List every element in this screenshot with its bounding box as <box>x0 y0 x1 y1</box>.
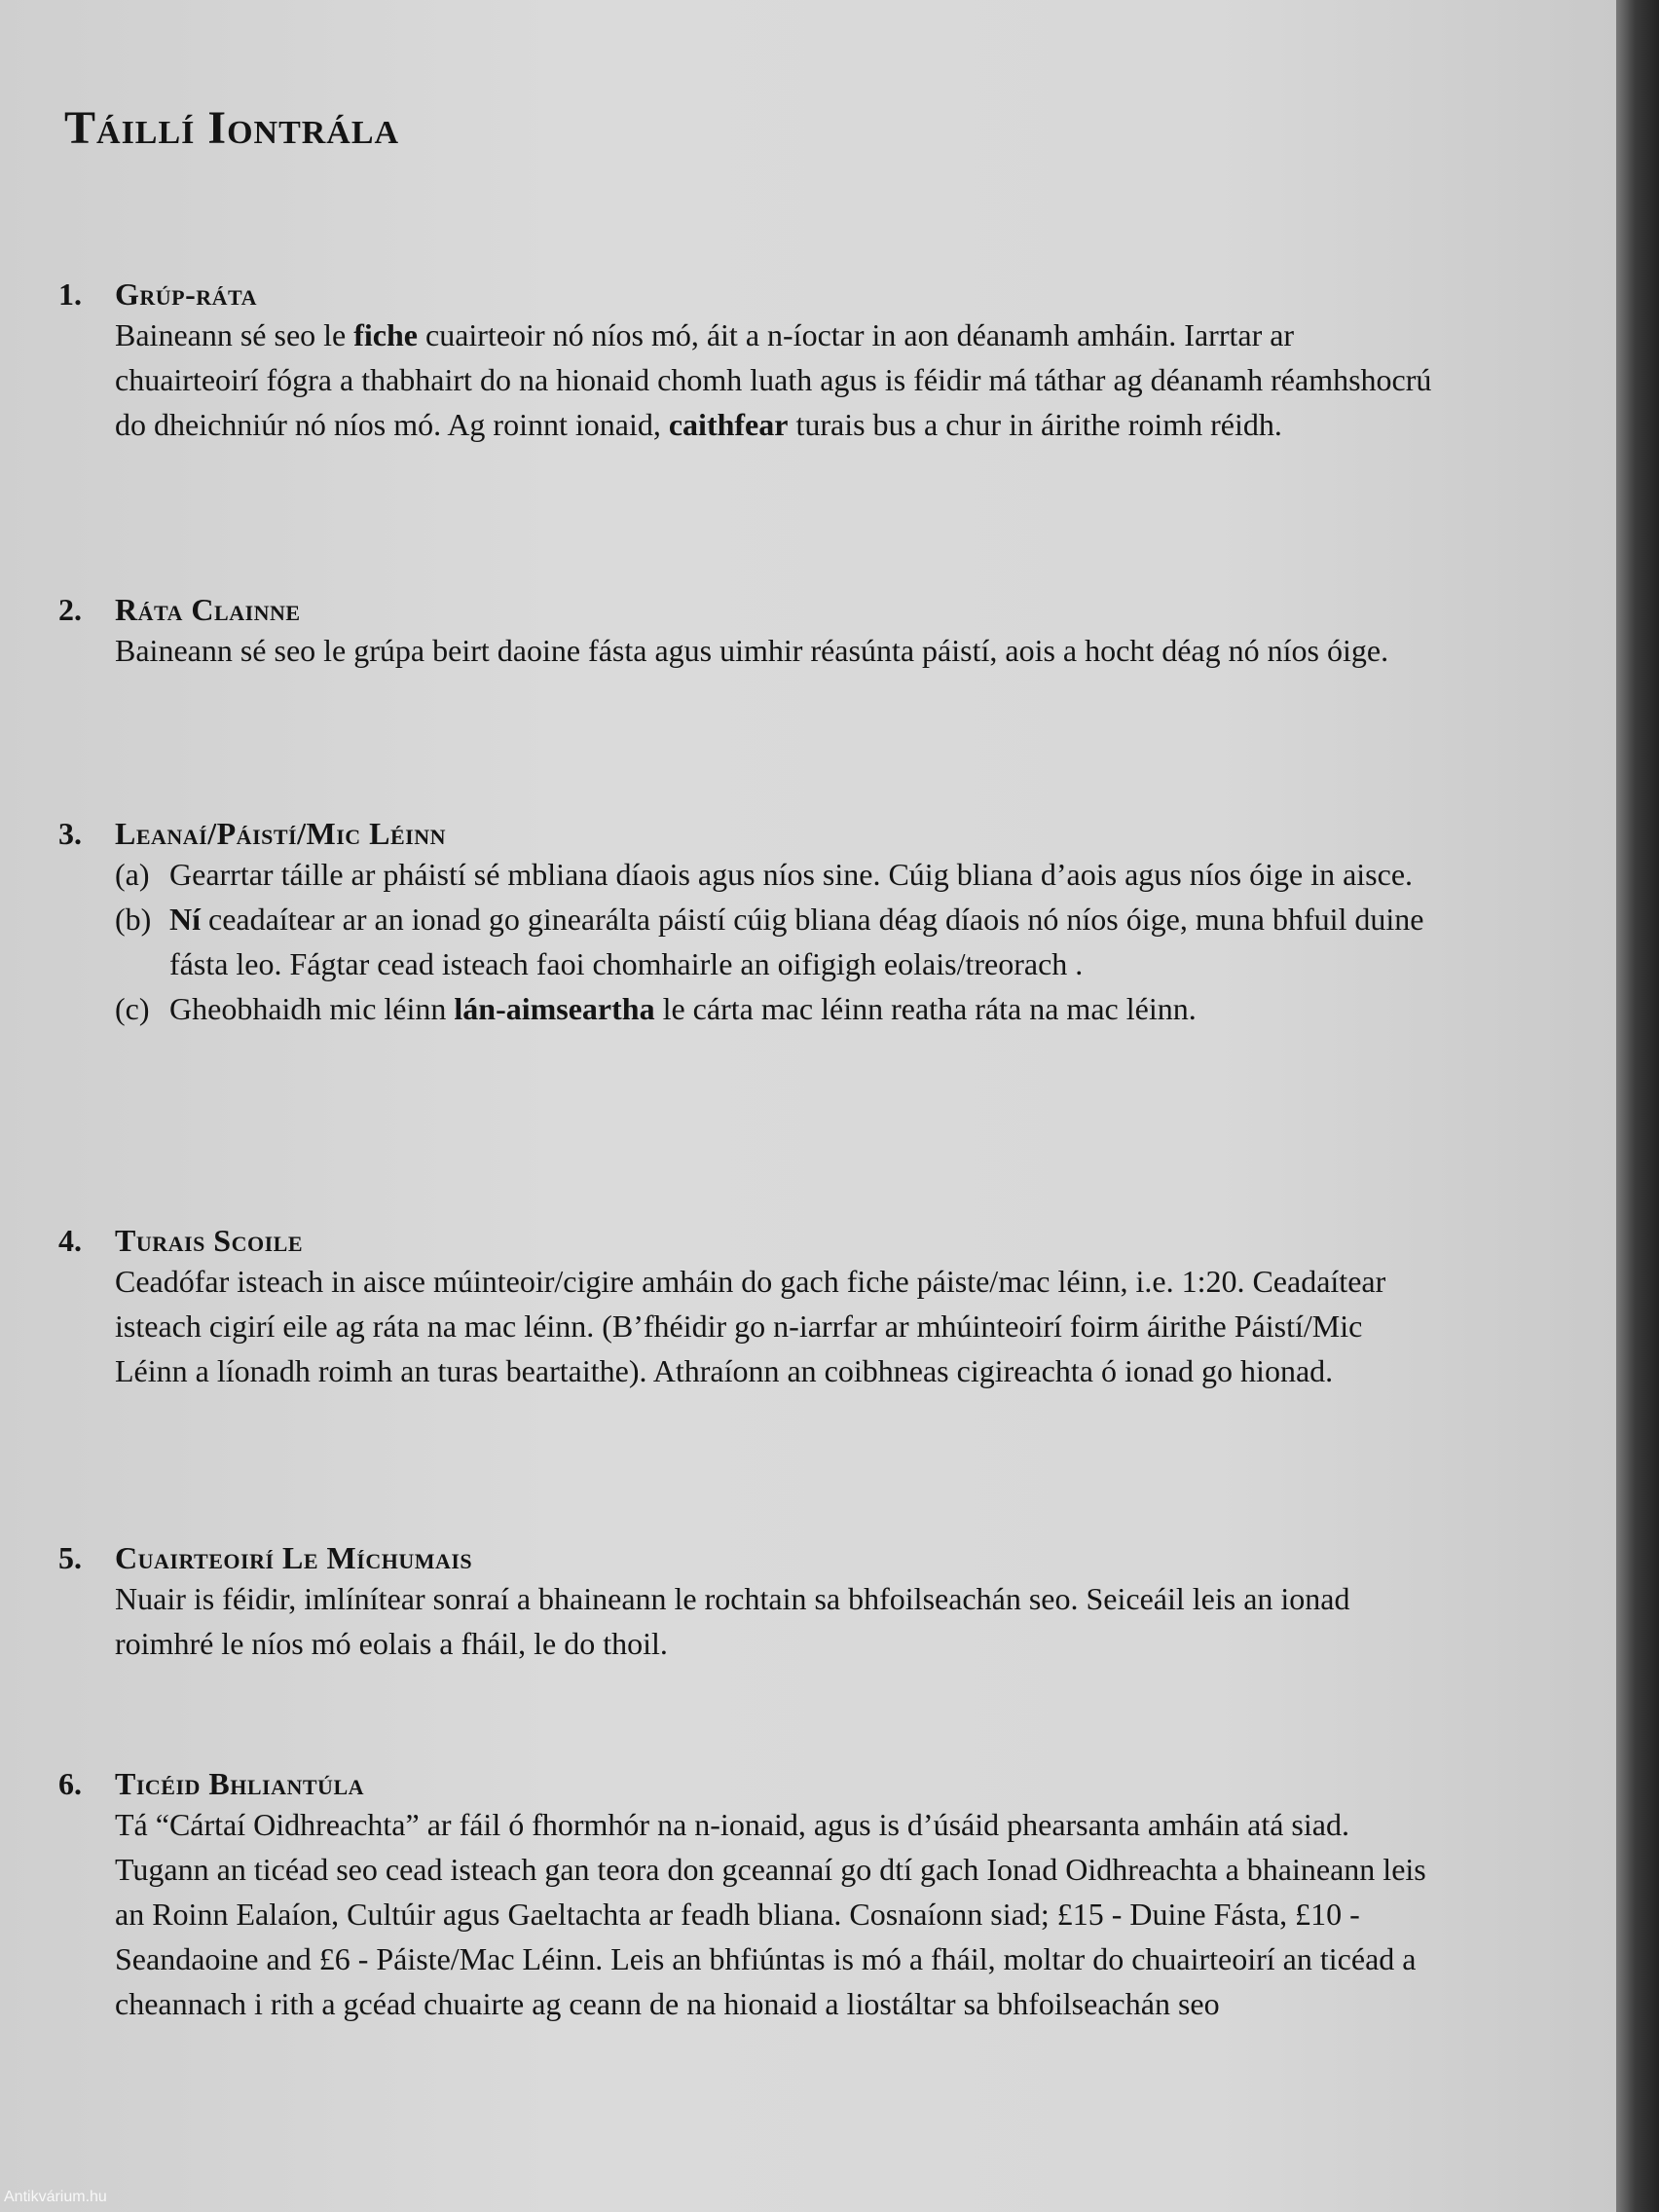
body-bold: caithfear <box>668 407 789 442</box>
body-text: turais bus a chur in áirithe roimh réidh. <box>788 407 1282 442</box>
section-grup-rata <box>58 276 1441 447</box>
item-text: Gheobhaidh mic léinn lán-aimseartha le cárta mac léinn reatha ráta na mac léinn. <box>169 991 1197 1026</box>
section-body <box>115 1576 1441 1666</box>
item-label: (c) <box>115 991 150 1026</box>
body-text: Tá “Cártaí Oidhreachta” ar fáil ó fhormhór na n-ionaid, agus is d’úsáid phearsanta amháin atá siad. Tugann an ticéad seo cead isteach gan teora don gceannaí go dtí gach Ionad Oidhreachta a bhaineann leis an Roinn Ealaíon, Cultúir agus Gaeltachta ar feadh bliana. Cosnaíonn siad; £15 - Duine Fásta, £10 - Seandaoine and £6 - Páiste/Mac Léinn. Leis an bhfiúntas is mó a fháil, moltar do chuairteoirí an ticéad a cheannach i rith a gcéad chuairte ag ceann de na hionaid a liostáltar sa bhfoilseachán seo <box>115 1807 1426 2021</box>
book-gutter <box>1616 0 1659 2212</box>
section-body <box>115 1259 1441 1393</box>
item-label: (b) <box>115 902 152 937</box>
section-ticeid <box>58 1766 1441 2026</box>
section-title: Ráta Clainne <box>115 592 301 627</box>
body-text: Baineann sé seo le <box>115 317 354 352</box>
body-text: Baineann sé seo le grúpa beirt daoine fásta agus uimhir réasúnta páistí, aois a hocht déag nó níos óige. <box>115 633 1389 668</box>
list-item <box>115 897 1441 986</box>
body-bold: fiche <box>353 317 418 352</box>
section-title: Cuairteoirí Le Míchumais <box>115 1540 473 1575</box>
section-title: Grúp-ráta <box>115 276 257 312</box>
list-item <box>115 986 1441 1031</box>
section-turais-scoile <box>58 1223 1441 1393</box>
section-number: 2. <box>58 592 82 627</box>
section-leanai <box>58 816 1441 1031</box>
section-number: 4. <box>58 1223 82 1258</box>
list-item <box>115 852 1441 897</box>
section-title: Turais Scoile <box>115 1223 304 1258</box>
section-body <box>115 313 1441 447</box>
section-title: Ticéid Bhliantúla <box>115 1766 365 1801</box>
item-label: (a) <box>115 857 150 892</box>
section-number: 1. <box>58 276 82 312</box>
section-body <box>115 852 1441 1031</box>
section-number: 6. <box>58 1766 82 1801</box>
body-text: Nuair is féidir, imlínítear sonraí a bhaineann le rochtain sa bhfoilseachán seo. Seiceáil leis an ionad roimhré le níos mó eolais a fháil, le do thoil. <box>115 1581 1350 1661</box>
section-number: 3. <box>58 816 82 851</box>
watermark: Antikvárium.hu <box>4 2189 107 2205</box>
item-text: Gearrtar táille ar pháistí sé mbliana díaois agus níos sine. Cúig bliana d’aois agus níos óige in aisce. <box>169 857 1414 892</box>
section-cuairteoiri <box>58 1540 1441 1666</box>
section-body <box>115 628 1441 673</box>
page-title: Táillí Iontrála <box>64 102 400 154</box>
section-rata-clainne <box>58 592 1441 673</box>
section-number: 5. <box>58 1540 82 1575</box>
body-text: cuairteoir nó níos mó, áit a n-íoctar in aon déanamh amháin. Iarrtar ar chuairteoirí fógra a thabhairt do na hionaid chomh luath agus is féidir má táthar ag déanamh réamhshocrú do dheichniúr nó níos mó. Ag roinnt ionaid, <box>115 317 1432 442</box>
section-title: Leanaí/Páistí/Mic Léinn <box>115 816 446 851</box>
body-text: Ceadófar isteach in aisce múinteoir/cigire amháin do gach fiche páiste/mac léinn, i.e. 1:20. Ceadaítear isteach cigirí eile ag ráta na mac léinn. (B’fhéidir go n-iarrfar ar mhúinteoirí foirm áirithe Páistí/Mic Léinn a líonadh roimh an turas beartaithe). Athraíonn an coibhneas cigireachta ó ionad go hionad. <box>115 1264 1386 1388</box>
section-body <box>115 1802 1441 2026</box>
item-text: Ní ceadaítear ar an ionad go ginearálta páistí cúig bliana déag díaois nó níos óige, muna bhfuil duine fásta leo. Fágtar cead isteach faoi chomhairle an oifigigh eolais/treorach . <box>169 902 1424 981</box>
